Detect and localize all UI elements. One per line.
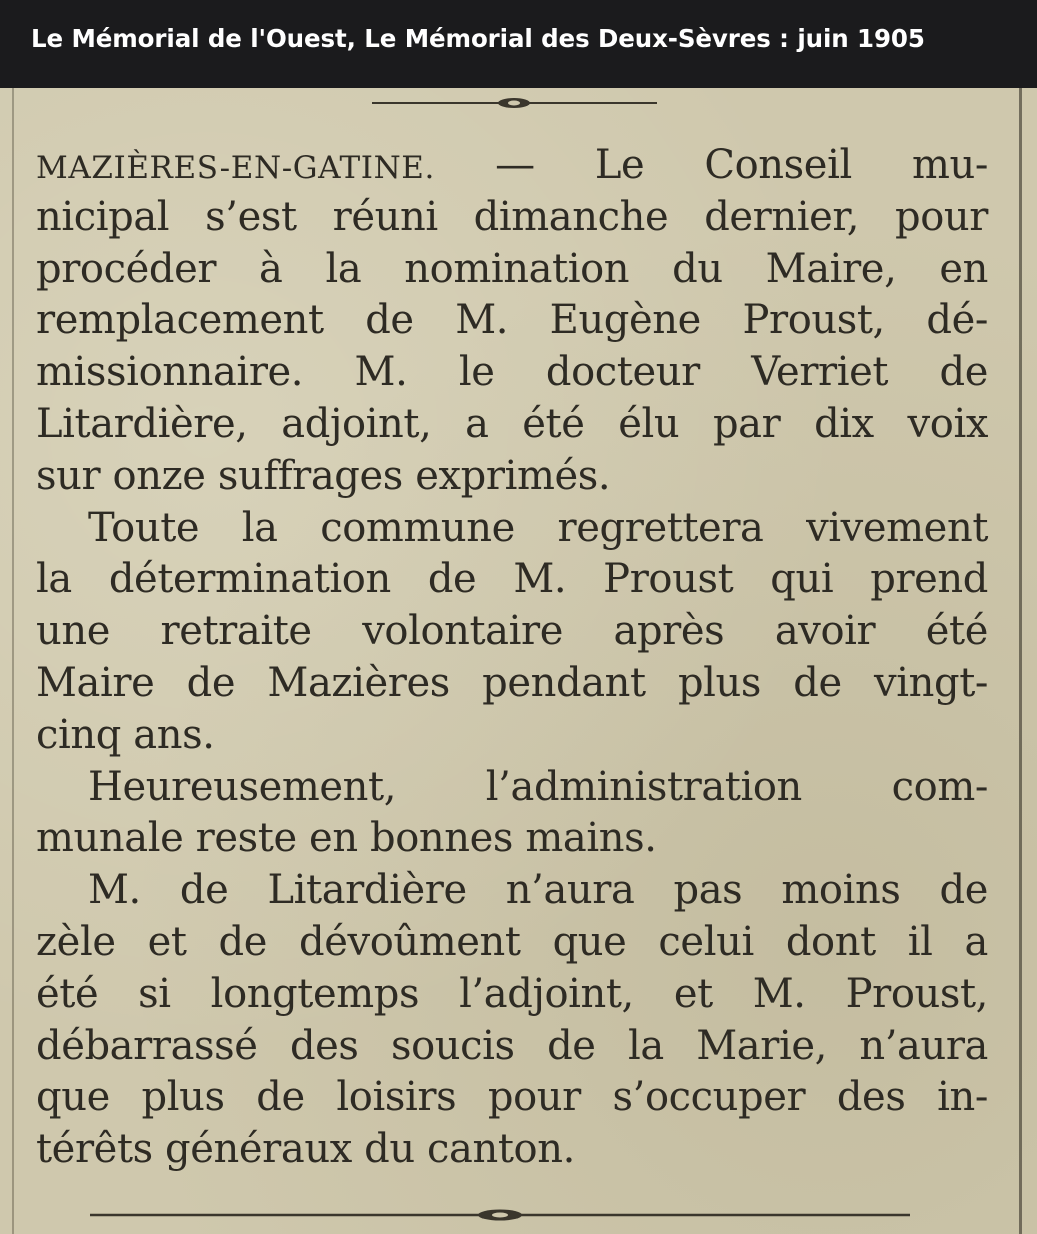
column-rule-left bbox=[12, 88, 14, 1234]
article-line-text: — Le Conseil mu- bbox=[495, 142, 988, 188]
article-line: munale reste en bonnes mains. bbox=[36, 815, 657, 862]
article-line: remplacement de M. Eugène Proust, dé- bbox=[36, 297, 988, 344]
newspaper-clipping bbox=[0, 88, 1037, 1234]
article-line: une retraite volontaire après avoir été bbox=[36, 608, 988, 655]
article-line: procéder à la nomination du Maire, en bbox=[36, 245, 988, 292]
article-line bbox=[36, 140, 988, 192]
ornament-rule-top bbox=[372, 96, 657, 110]
article-line: Maire de Mazières pendant plus de vingt- bbox=[36, 659, 988, 706]
article-line: débarrassé des soucis de la Marie, n’aura bbox=[36, 1022, 988, 1069]
header-bar bbox=[0, 0, 1037, 88]
column-rule-right bbox=[1019, 88, 1022, 1234]
article-line: Litardière, adjoint, a été élu par dix voix bbox=[36, 400, 988, 447]
article-line: la détermination de M. Proust qui prend bbox=[36, 556, 988, 603]
document-title: Le Mémorial de l'Ouest, Le Mémorial des Deux-Sèvres : juin 1905 bbox=[31, 24, 925, 53]
article-line: cinq ans. bbox=[36, 711, 215, 758]
article-line: que plus de loisirs pour s’occuper des in- bbox=[36, 1074, 988, 1121]
article-line: Heureusement, l’administration com- bbox=[88, 763, 988, 810]
ornament-rule-bottom bbox=[90, 1208, 910, 1222]
article-line: zèle et de dévoûment que celui dont il a bbox=[36, 918, 988, 965]
article-line: missionnaire. M. le docteur Verriet de bbox=[36, 349, 988, 396]
article-line: sur onze suffrages exprimés. bbox=[36, 452, 611, 499]
article-line: térêts généraux du canton. bbox=[36, 1126, 575, 1173]
article-line: M. de Litardière n’aura pas moins de bbox=[88, 867, 988, 914]
article bbox=[36, 140, 988, 1176]
article-heading: MAZIÈRES-EN-GATINE. bbox=[36, 150, 435, 186]
article-line: Toute la commune regrettera vivement bbox=[88, 504, 988, 551]
article-line: nicipal s’est réuni dimanche dernier, pour bbox=[36, 193, 988, 240]
article-line: été si longtemps l’adjoint, et M. Proust, bbox=[36, 970, 988, 1017]
